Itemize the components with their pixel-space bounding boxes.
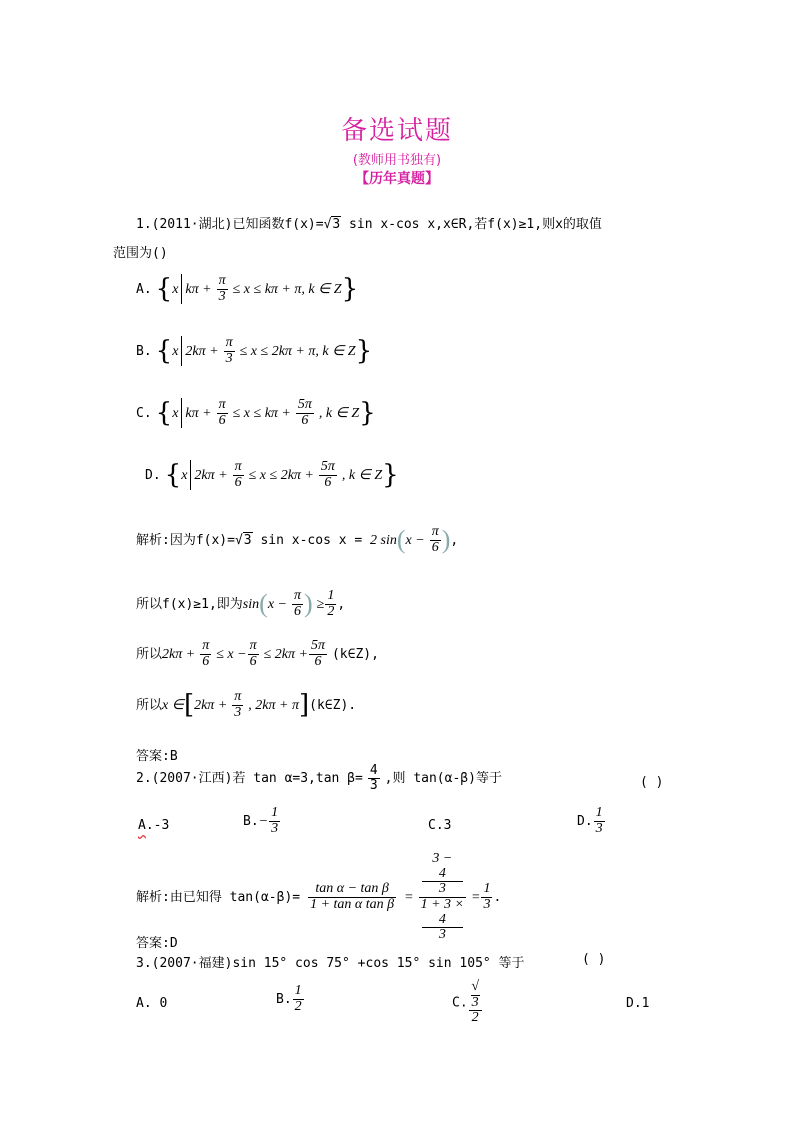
q2-stem: 2.(2007·江西)若 tan α=3,tan β= $\frac{4}{3}$ ,则 tan(α-β)等于 bbox=[136, 763, 502, 793]
q2-analysis: 解析:由已知得 tan(α-β)= $\frac{\text{tan α − tan β}}{\text{1 + tan α tan β}}$ = 3 − 4 3 1 + 3 × 4 3 = $\frac{1}{3}$ . bbox=[136, 851, 502, 943]
q2-answer-paren: ( ) bbox=[640, 775, 664, 790]
q2-options-underline bbox=[138, 818, 608, 833]
q1-analysis-line2: 所以f(x)≥1,即为sin(x − $\frac{\pi}{6}$ ) ≥ $\frac{1}{2}$ , bbox=[136, 588, 346, 619]
q1-stem-line1: 1.(2011·湖北)已知函数f(x)=√3 sin x-cos x,x∈R,若f(x)≥1,则x的取值 bbox=[136, 217, 602, 232]
q3-stem: 3.(2007·福建)sin 15° cos 75° +cos 15° sin 105° 等于 bbox=[136, 956, 525, 971]
q2-option-c[interactable]: C.3 bbox=[428, 818, 452, 833]
q1-option-a[interactable]: A. {x kπ + $\frac{\pi}{3}$ ≤ x ≤ kπ + π, k ∈ Z} bbox=[136, 273, 359, 305]
page-subtitle: (教师用书独有) bbox=[352, 153, 442, 168]
q1-analysis-line1: 解析:因为f(x)=√3 sin x-cos x = 2 sin(x − $\frac{\pi}{6}$ ), bbox=[136, 524, 459, 555]
q2-option-a[interactable]: A.-3 bbox=[138, 818, 170, 833]
q1-answer: 答案:B bbox=[136, 749, 178, 764]
q3-option-d[interactable]: D.1 bbox=[626, 996, 650, 1011]
q3-option-b[interactable]: B. $\frac{1}{2}$ bbox=[276, 983, 302, 1014]
q1-stem-line2: 范围为() bbox=[113, 246, 168, 261]
q3-answer-paren: ( ) bbox=[582, 952, 606, 967]
q2-option-b[interactable]: B.− $\frac{1}{3}$ bbox=[243, 805, 279, 836]
q3-option-c[interactable]: C. √ 3 2 bbox=[452, 980, 483, 1026]
q1-option-d[interactable]: D. {x 2kπ + $\frac{\pi}{6}$ ≤ x ≤ 2kπ + $\frac{5\pi}{6}$ , k ∈ Z} bbox=[145, 459, 399, 491]
q1-analysis-line4: 所以x ∈[2kπ + $\frac{\pi}{3}$ , 2kπ + π](k∈Z). bbox=[136, 689, 357, 721]
page-title: 备选试题 bbox=[340, 116, 453, 146]
section-heading: 【历年真题】 bbox=[355, 171, 439, 187]
q2-answer: 答案:D bbox=[136, 936, 178, 951]
q2-option-d[interactable]: D. $\frac{1}{3}$ bbox=[577, 805, 603, 836]
q1-option-c[interactable]: C. {x kπ + $\frac{\pi}{6}$ ≤ x ≤ kπ + $\frac{5\pi}{6}$ , k ∈ Z} bbox=[136, 397, 376, 429]
q1-option-b[interactable]: B. {x 2kπ + $\frac{\pi}{3}$ ≤ x ≤ 2kπ + π, k ∈ Z} bbox=[136, 335, 373, 367]
q1-analysis-line3: 所以2kπ + $\frac{\pi}{6}$ ≤ x − $\frac{\pi}{6}$ ≤ 2kπ + $\frac{5\pi}{6}$ (k∈Z), bbox=[136, 638, 379, 669]
q3-option-a[interactable]: A. 0 bbox=[136, 996, 168, 1011]
